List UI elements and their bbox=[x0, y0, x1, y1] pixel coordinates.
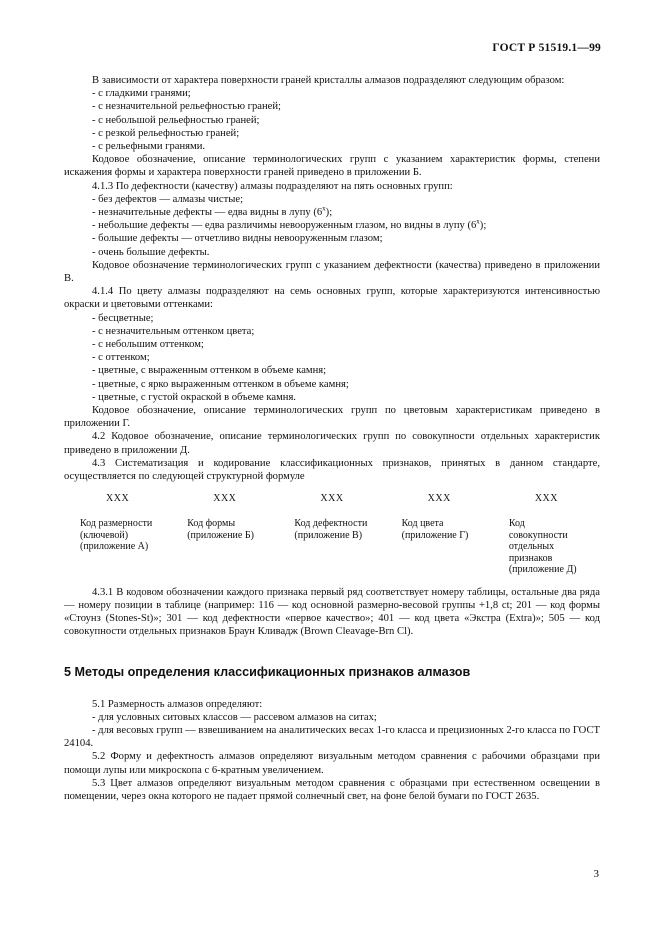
list-item bbox=[64, 206, 600, 219]
list-item-text: ); bbox=[479, 220, 487, 232]
list-item: - с оттенком; bbox=[92, 352, 150, 364]
list-item: - большие дефекты — отчетливо видны невооруженным глазом; bbox=[92, 233, 383, 245]
code-label-line: (ключевой) bbox=[80, 529, 129, 541]
code-label-line: (приложение В) bbox=[294, 529, 363, 541]
code-label-line: (приложение Б) bbox=[187, 529, 254, 541]
superscript: х bbox=[476, 217, 480, 226]
code-label-line: совокупности bbox=[508, 529, 568, 541]
list-item: - очень большие дефекты. bbox=[92, 246, 210, 258]
paragraph-4-3: 4.3 Систематизация и кодирование классификационных признаков, принятых в данном стандарте, осуществляется по следующей структурной формуле bbox=[64, 457, 600, 483]
code-label-line: Код bbox=[508, 518, 525, 530]
paragraph-4-1-3: 4.1.3 По дефектности (качеству) алмазы подразделяют на пять основных групп: bbox=[92, 180, 453, 192]
standard-header: ГОСТ Р 51519.1—99 bbox=[492, 42, 601, 54]
formula-xxx: XXX bbox=[427, 493, 451, 505]
list-item: - бесцветные; bbox=[92, 312, 154, 324]
formula-xxx: XXX bbox=[534, 493, 558, 505]
paragraph-4-3-1: 4.3.1 В кодовом обозначении каждого признака первый ряд соответствует номеру таблицы, остальные два ряда — номеру позиции в таблице (например: 116 — код основной размерно-весовой группы +1,8 ct; 201 — код формы «Стоунз (Stones-St)»; 301 — код дефектности «первое качество»; 401 — код цвета «Экстра (Extra)»; 505 — код совокупности отдельных признаков Браун Кливадж (Brown Cleavage-Brn Cl). bbox=[64, 586, 600, 638]
paragraph-defect-code: Кодовое обозначение терминологических групп с указанием дефектности (качества) приведено в приложении В. bbox=[64, 259, 600, 285]
paragraph-4-1-4: 4.1.4 По цвету алмазы подразделяют на семь основных групп, которые характеризуются интенсивностью окраски и цветовыми оттенками: bbox=[64, 286, 600, 311]
list-item: - цветные, с густой окраской в объеме камня. bbox=[92, 391, 296, 403]
code-label-line: Код формы bbox=[187, 518, 236, 530]
paragraph-5-2: 5.2 Форму и дефектность алмазов определяют визуальным методом сравнения с рабочими образцами при помощи лупы или микроскопа с 6-кратным увеличением. bbox=[64, 751, 600, 776]
code-label-line: отдельных bbox=[508, 541, 555, 553]
list-item: - без дефектов — алмазы чистые; bbox=[92, 193, 244, 205]
list-item: - с резкой рельефностью граней; bbox=[92, 127, 240, 139]
list-item-text: - небольшие дефекты — едва различимы невооруженным глазом, но видны в лупу (6 bbox=[92, 220, 477, 232]
code-label-combined bbox=[493, 518, 600, 576]
code-label-defect bbox=[278, 518, 385, 576]
code-label-form bbox=[171, 518, 278, 576]
code-label-line: (приложение Д) bbox=[508, 564, 577, 576]
paragraph-color-code: Кодовое обозначение, описание терминологических групп по цветовым характеристикам приведено в приложении Г. bbox=[64, 405, 600, 430]
code-label-line: Код дефектности bbox=[294, 518, 368, 530]
code-label-line: (приложение А) bbox=[80, 541, 149, 553]
list-item: - для условных ситовых классов — рассевом алмазов на ситах; bbox=[92, 711, 377, 723]
formula-xxx: XXX bbox=[320, 493, 344, 505]
list-item-text: - незначительные дефекты — едва видны в лупу (6 bbox=[92, 207, 323, 219]
document-body bbox=[64, 74, 600, 803]
list-item: - с незначительной рельефностью граней; bbox=[92, 101, 281, 113]
paragraph-5-1: 5.1 Размерность алмазов определяют: bbox=[92, 698, 263, 710]
code-label-line: (приложение Г) bbox=[401, 529, 469, 541]
list-item: - с незначительным оттенком цвета; bbox=[92, 325, 255, 337]
section-title: 5 Методы определения классификационных признаков алмазов bbox=[64, 664, 471, 679]
page-number: 3 bbox=[593, 868, 599, 880]
paragraph-form-code: Кодовое обозначение, описание терминологических групп с указанием характеристик формы, степени искажения формы и характера поверхности граней приведено в приложении Б. bbox=[64, 154, 600, 179]
superscript: х bbox=[322, 204, 326, 213]
formula-xxx: XXX bbox=[213, 493, 237, 505]
list-item: - с небольшой рельефностью граней; bbox=[92, 114, 260, 126]
list-item: - цветные, с выраженным оттенком в объеме камня; bbox=[92, 365, 327, 377]
code-label-line: Код размерности bbox=[80, 518, 153, 530]
paragraph-4-2: 4.2 Кодовое обозначение, описание терминологических групп по совокупности отдельных характеристик приведено в приложении Д. bbox=[64, 431, 600, 456]
code-label-color bbox=[386, 518, 493, 576]
code-label-size bbox=[64, 518, 171, 576]
list-item: - для весовых групп — взвешиванием на аналитических весах 1-го класса и прецизионных 2-го класса по ГОСТ 24104. bbox=[64, 725, 600, 750]
list-item-text: ); bbox=[325, 207, 333, 219]
code-label-line: Код цвета bbox=[401, 518, 444, 530]
list-item: - цветные, с ярко выраженным оттенком в объеме камня; bbox=[92, 378, 349, 390]
formula-xxx: XXX bbox=[106, 493, 130, 505]
paragraph-5-3: 5.3 Цвет алмазов определяют визуальным методом сравнения с образцами при естественном освещении в помещении, через окна которого не падает прямой солнечный свет, на фоне белой бумаги по ГОСТ 2635. bbox=[64, 777, 600, 803]
code-label-line: признаков bbox=[508, 552, 553, 564]
formula-placeholders bbox=[64, 492, 600, 506]
list-item bbox=[64, 219, 600, 232]
paragraph-faces-intro: В зависимости от характера поверхности граней кристаллы алмазов подразделяют следующим образом: bbox=[92, 75, 565, 86]
formula-code-labels bbox=[64, 518, 600, 576]
list-item: - с небольшим оттенком; bbox=[92, 339, 204, 351]
list-item: - с рельефными гранями. bbox=[92, 141, 206, 153]
list-item: - с гладкими гранями; bbox=[92, 88, 191, 100]
